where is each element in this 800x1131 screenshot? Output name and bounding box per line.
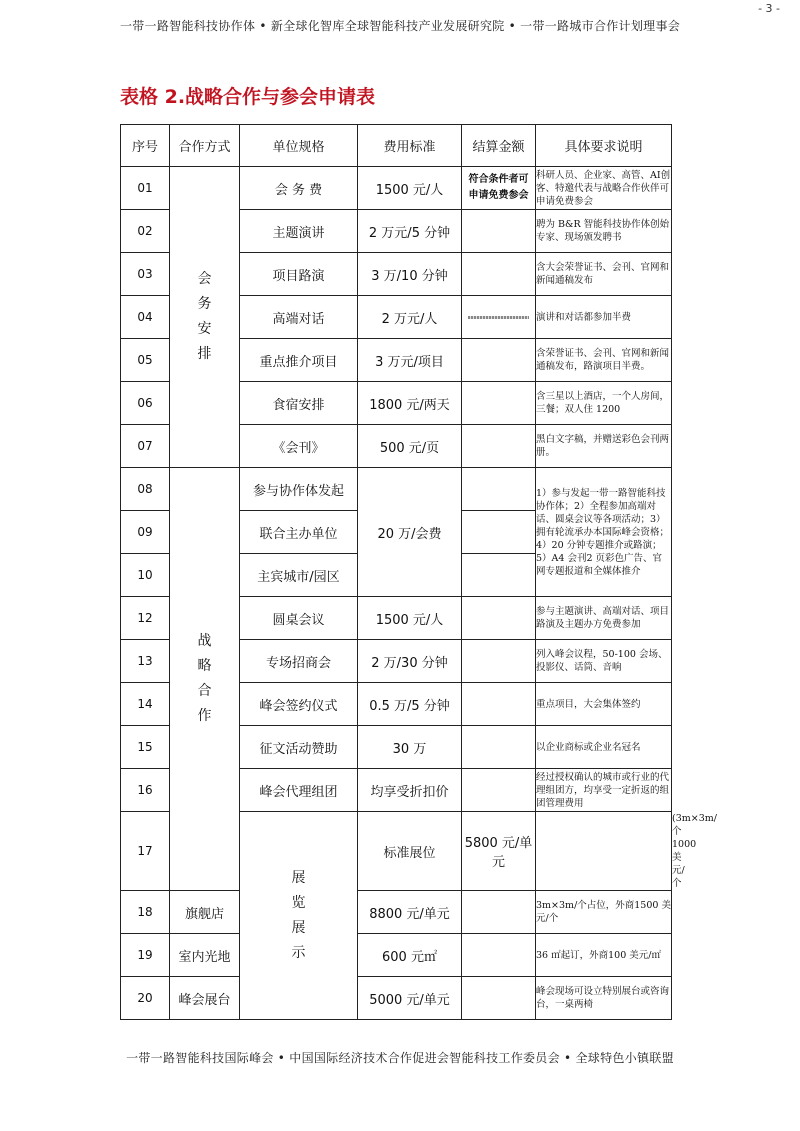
row-unit: 旗舰店 xyxy=(170,891,240,934)
row-unit: 室内光地 xyxy=(170,934,240,977)
settle-cell xyxy=(462,726,536,769)
settle-cell xyxy=(462,597,536,640)
row-seq: 08 xyxy=(121,468,170,511)
row-seq: 17 xyxy=(121,812,170,891)
settle-cell xyxy=(462,468,536,511)
row-fee: 2 万元/5 分钟 xyxy=(358,210,462,253)
row-fee: 500 元/页 xyxy=(358,425,462,468)
row-seq: 05 xyxy=(121,339,170,382)
col-header-seq: 序号 xyxy=(121,125,170,167)
row-unit: 主宾城市/园区 xyxy=(240,554,358,597)
table-row xyxy=(121,167,672,210)
row-fee: 1500 元/人 xyxy=(358,167,462,210)
row-unit: 专场招商会 xyxy=(240,640,358,683)
col-header-note: 具体要求说明 xyxy=(536,125,672,167)
row-fee: 5000 元/单元 xyxy=(358,977,462,1020)
row-unit: 圆桌会议 xyxy=(240,597,358,640)
col-header-fee: 费用标准 xyxy=(358,125,462,167)
row-unit: 参与协作体发起 xyxy=(240,468,358,511)
row-note: 3m×3m/个占位，外商1500 美元/个 xyxy=(536,891,672,934)
row-note: 峰会现场可设立特别展台或咨询台，一桌两椅 xyxy=(536,977,672,1020)
row-note: 重点项目，大会集体签约 xyxy=(536,683,672,726)
row-unit: 高端对话 xyxy=(240,296,358,339)
row-seq: 09 xyxy=(121,511,170,554)
row-unit: 联合主办单位 xyxy=(240,511,358,554)
settle-cell xyxy=(462,640,536,683)
settle-cell xyxy=(462,891,536,934)
settle-note: 符合条件者可 申请免费参会 xyxy=(462,167,536,210)
settle-cell xyxy=(462,210,536,253)
row-seq: 03 xyxy=(121,253,170,296)
row-fee: 30 万 xyxy=(358,726,462,769)
row-unit: 峰会签约仪式 xyxy=(240,683,358,726)
settle-cell xyxy=(462,425,536,468)
row-seq: 07 xyxy=(121,425,170,468)
col-header-settle: 结算金额 xyxy=(462,125,536,167)
row-fee: 3 万/10 分钟 xyxy=(358,253,462,296)
row-fee: 均享受折扣价 xyxy=(358,769,462,812)
row-note: 聘为 B&R 智能科技协作体创始专家、现场颁发聘书 xyxy=(536,210,672,253)
settle-cell xyxy=(462,382,536,425)
row-seq: 15 xyxy=(121,726,170,769)
row-unit: 征文活动赞助 xyxy=(240,726,358,769)
application-table xyxy=(120,124,717,1020)
row-unit: 食宿安排 xyxy=(240,382,358,425)
merged-note: 1）参与发起一带一路智能科技协作体；2）全程参加高端对话、圆桌会议等各项活动；3）拥有轮流承办本国际峰会资格；4）20 分钟专题推介或路演；5）A4 会刊2 页彩色广告、官网专题报道和全媒体推介 xyxy=(536,468,672,597)
row-unit: 会 务 费 xyxy=(240,167,358,210)
row-fee: 600 元㎡ xyxy=(358,934,462,977)
row-note: 列入峰会议程，50-100 会场、投影仪、话筒、音响 xyxy=(536,640,672,683)
row-note: 含大会荣誉证书、会刊、官网和新闻通稿发布 xyxy=(536,253,672,296)
page-header: 一带一路智能科技协作体 • 新全球化智库全球智能科技产业发展研究院 • 一带一路城市合作计划理事会 xyxy=(119,19,681,33)
page-footer: 一带一路智能科技国际峰会 • 中国国际经济技术合作促进会智能科技工作委员会 • 全球特色小镇联盟 xyxy=(126,1051,674,1065)
row-note: 参与主题演讲、高端对话、项目路演及主题办方免费参加 xyxy=(536,597,672,640)
category-strategic: 战 略 合 作 xyxy=(170,468,240,891)
settle-cell xyxy=(462,253,536,296)
settle-cell xyxy=(462,554,536,597)
faint-mark xyxy=(468,316,529,319)
row-note: 黑白文字稿，并赠送彩色会刊两册。 xyxy=(536,425,672,468)
row-note: 含荣誉证书、会刊、官网和新闻通稿发布，路演项目半费。 xyxy=(536,339,672,382)
row-note: 科研人员、企业家、高管、AI创客、特邀代表与战略合作伙伴可申请免费参会 xyxy=(536,167,672,210)
settle-cell xyxy=(536,812,672,891)
table-row: 17 展 览 展 示 标准展位 5800 元/单元 (3m×3m/个1000 美元/个 xyxy=(121,812,672,891)
settle-cell xyxy=(462,934,536,977)
merged-fee: 20 万/会费 xyxy=(358,468,462,597)
row-seq: 18 xyxy=(121,891,170,934)
settle-cell xyxy=(462,683,536,726)
row-fee: 0.5 万/5 分钟 xyxy=(358,683,462,726)
row-unit: 重点推介项目 xyxy=(240,339,358,382)
row-seq: 02 xyxy=(121,210,170,253)
settle-cell-faint xyxy=(462,296,536,339)
category-meeting: 会 务 安 排 xyxy=(170,167,240,468)
row-note: 以企业商标或企业名冠名 xyxy=(536,726,672,769)
row-seq: 13 xyxy=(121,640,170,683)
row-seq: 14 xyxy=(121,683,170,726)
settle-cell xyxy=(462,511,536,554)
row-note: 含三星以上酒店，一个人房间，三餐；双人住 1200 xyxy=(536,382,672,425)
row-fee: 3 万元/项目 xyxy=(358,339,462,382)
col-header-mode: 合作方式 xyxy=(170,125,240,167)
row-fee: 1800 元/两天 xyxy=(358,382,462,425)
col-header-unit: 单位规格 xyxy=(240,125,358,167)
table-row xyxy=(121,468,672,511)
row-unit: 《会刊》 xyxy=(240,425,358,468)
table-row xyxy=(121,977,672,1020)
row-fee: 2 万元/人 xyxy=(358,296,462,339)
row-seq: 01 xyxy=(121,167,170,210)
category-exhibition: 展 览 展 示 xyxy=(240,812,358,1020)
row-fee: 5800 元/单元 xyxy=(462,812,536,891)
row-fee: 8800 元/单元 xyxy=(358,891,462,934)
table-row xyxy=(121,891,672,934)
row-seq: 16 xyxy=(121,769,170,812)
settle-cell xyxy=(462,339,536,382)
row-unit: 峰会代理组团 xyxy=(240,769,358,812)
table-row xyxy=(121,934,672,977)
table-header-row xyxy=(121,125,672,167)
row-seq: 06 xyxy=(121,382,170,425)
row-unit: 主题演讲 xyxy=(240,210,358,253)
row-note: 经过授权确认的城市或行业的代理组团方，均享受一定折返的组团管理费用 xyxy=(536,769,672,812)
row-seq: 19 xyxy=(121,934,170,977)
row-unit: 项目路演 xyxy=(240,253,358,296)
row-unit: 标准展位 xyxy=(358,812,462,891)
page-number: - 3 - xyxy=(758,2,780,15)
row-fee: 2 万/30 分钟 xyxy=(358,640,462,683)
row-seq: 10 xyxy=(121,554,170,597)
settle-cell xyxy=(462,977,536,1020)
row-unit: 峰会展台 xyxy=(170,977,240,1020)
row-fee: 1500 元/人 xyxy=(358,597,462,640)
settle-cell xyxy=(462,769,536,812)
row-seq: 12 xyxy=(121,597,170,640)
row-note: 演讲和对话都参加半费 xyxy=(536,296,672,339)
row-note: 36 ㎡起订，外商100 美元/㎡ xyxy=(536,934,672,977)
page-title: 表格 2.战略合作与参会申请表 xyxy=(120,86,376,108)
row-seq: 04 xyxy=(121,296,170,339)
row-seq: 20 xyxy=(121,977,170,1020)
